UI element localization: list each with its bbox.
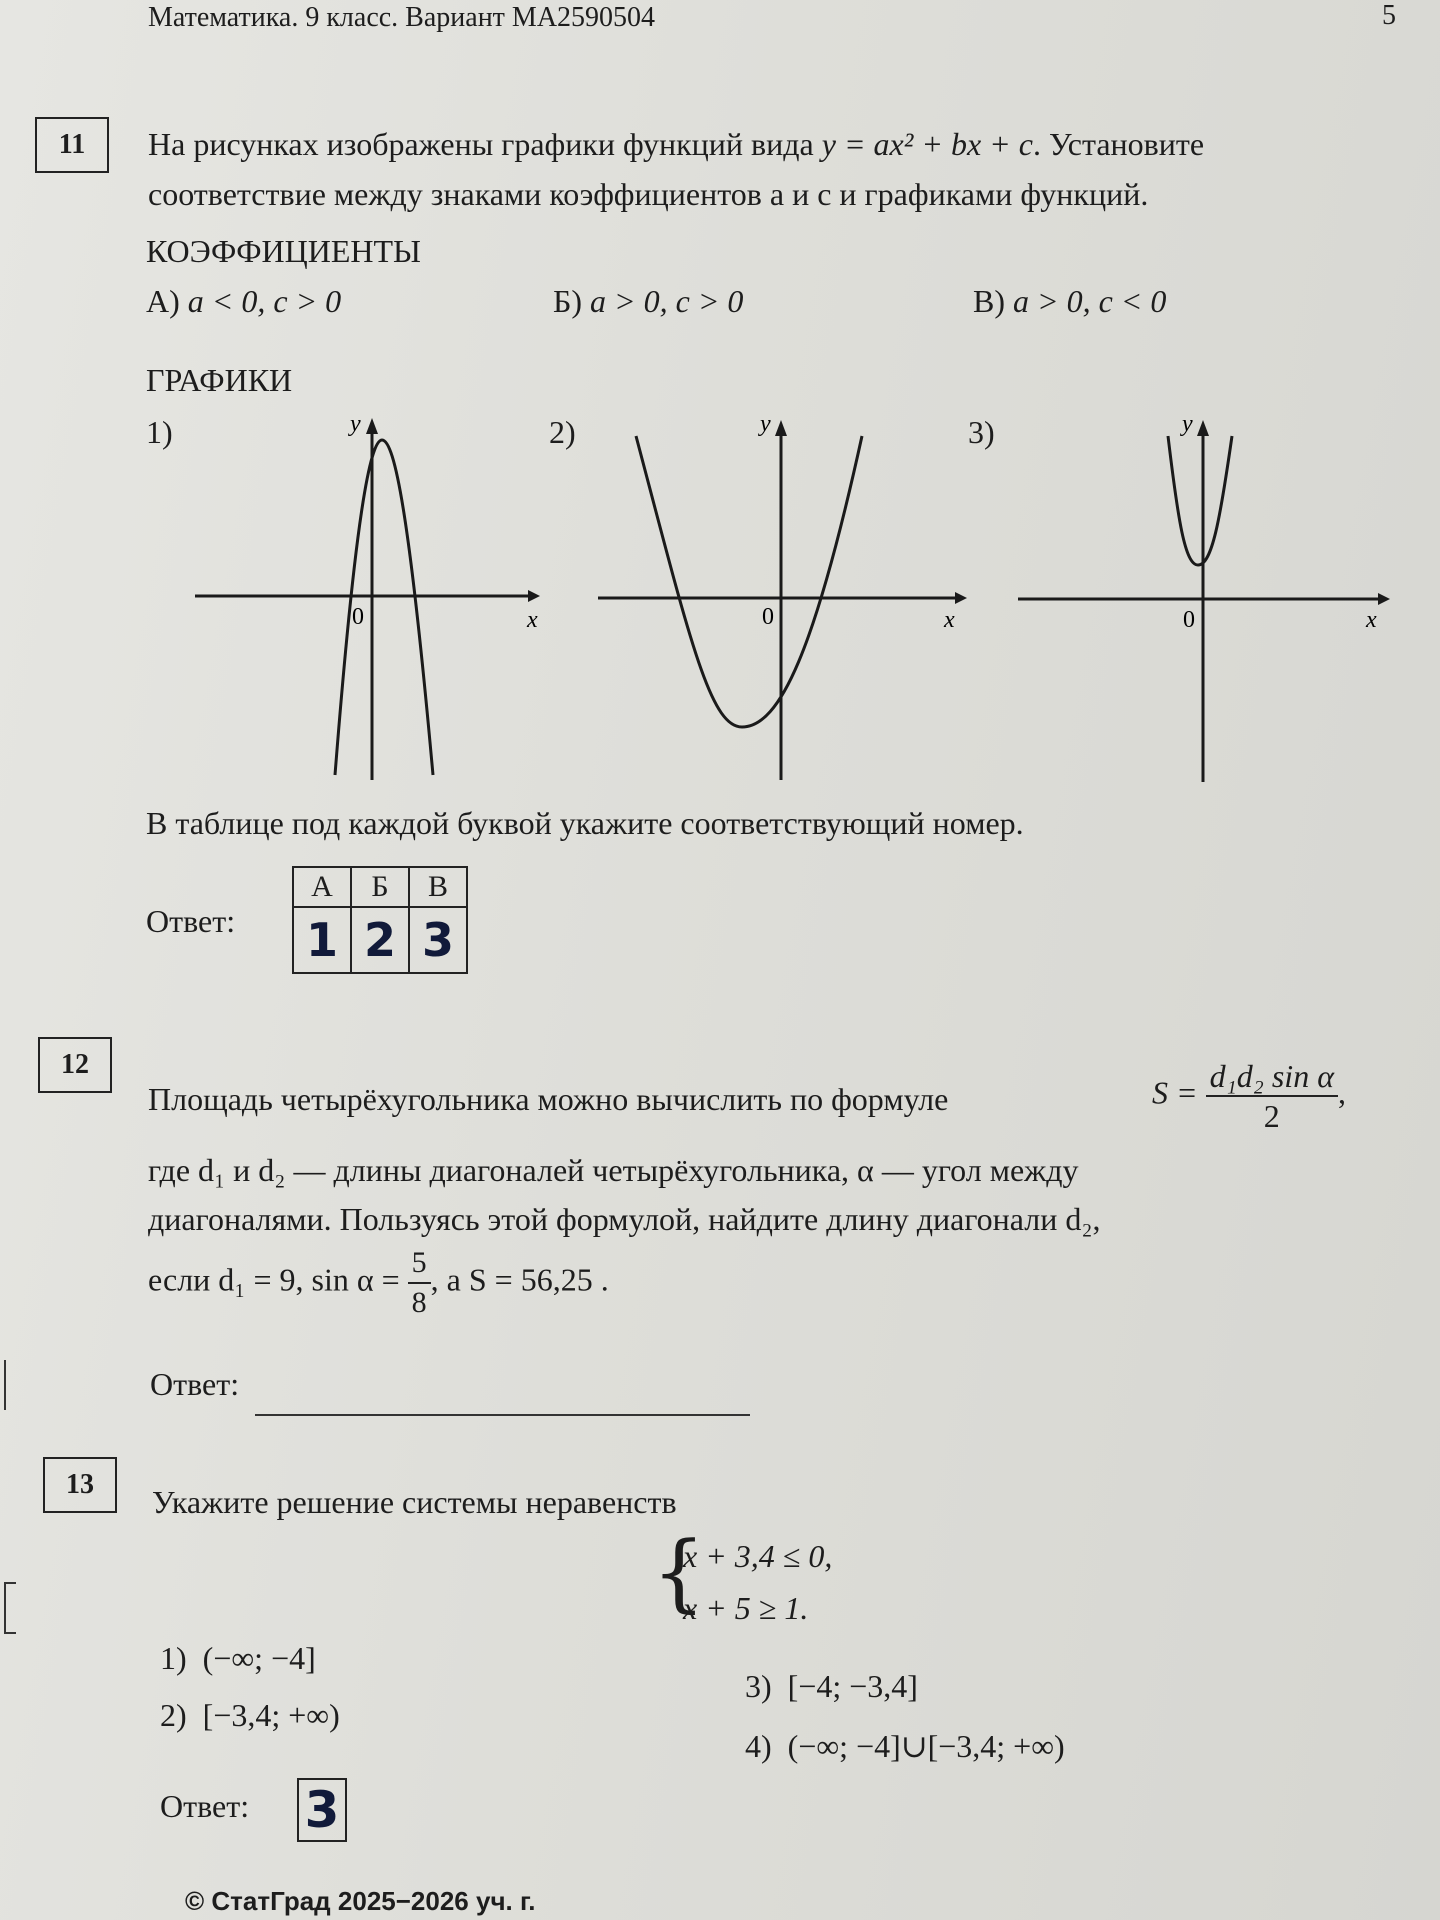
graph-3-y-label: y (1182, 411, 1193, 437)
graph-label-3: 3) (968, 414, 995, 450)
margin-mark (4, 1360, 6, 1410)
option-value: (−∞; −4] (202, 1640, 316, 1676)
graph-label-2: 2) (549, 414, 576, 450)
graph-label-1: 1) (146, 414, 173, 450)
q13-text: Укажите решение системы неравенств (152, 1484, 677, 1520)
q13-answer-box[interactable]: 3 (297, 1778, 347, 1842)
footer-copyright: © СтатГрад 2025−2026 уч. г. (185, 1886, 536, 1916)
graph-1-parabola (335, 440, 433, 775)
graphs-heading: ГРАФИКИ (146, 362, 293, 398)
option-value: (−∞; −4]∪[−3,4; +∞) (787, 1728, 1065, 1764)
graph-1-y-label: y (350, 411, 361, 437)
answer-cell-a[interactable]: 1 (293, 907, 351, 973)
answer-header-v: В (409, 867, 467, 907)
option-number: 4) (745, 1728, 772, 1764)
answer-header-b: Б (351, 867, 409, 907)
q12-sin-num: 5 (408, 1244, 431, 1284)
q13-system-line2: x + 5 ≥ 1. (683, 1590, 809, 1626)
q13-system-brace: { (652, 1523, 706, 1621)
graph-1-x-arrow (528, 590, 540, 602)
graph-3-parabola (1168, 436, 1232, 565)
q12-formula-num: d₁d₂ sin α (1206, 1057, 1338, 1097)
q11-text-line2: соответствие между знаками коэффициентов a и c и графиками функций. (148, 176, 1149, 212)
coef-letter: В) (973, 283, 1005, 319)
answer-cell-v[interactable]: 3 (409, 907, 467, 973)
coef-letter: А) (146, 283, 180, 319)
q12-formula-fraction (1206, 1057, 1338, 1135)
q11-answer-label: Ответ: (146, 903, 236, 939)
q12-line2: где d₁ и d₂ — длины диагоналей четырёхугольника, α — угол между (148, 1152, 1079, 1188)
question-13-number: 13 (43, 1457, 117, 1513)
graph-3 (1018, 420, 1390, 782)
option-value: [−3,4; +∞) (202, 1697, 340, 1733)
option-number: 1) (160, 1640, 187, 1676)
graph-2-x-arrow (955, 592, 967, 604)
graph-1-y-arrow (366, 418, 378, 434)
q13-option-1 (160, 1640, 316, 1677)
q12-formula-den: 2 (1263, 1098, 1280, 1134)
q12-formula-lhs: S = (1152, 1074, 1198, 1111)
q13-option-4 (745, 1727, 1065, 1765)
option-value: [−4; −3,4] (787, 1668, 918, 1704)
graph-1-x-label: x (527, 607, 538, 633)
coef-heading: КОЭФФИЦИЕНТЫ (146, 233, 421, 269)
graph-2 (598, 420, 967, 780)
option-number: 2) (160, 1697, 187, 1733)
q13-system-line1: x + 3,4 ≤ 0, (683, 1538, 833, 1574)
q12-answer-field[interactable] (255, 1412, 750, 1416)
q12-formula: S = $\frac{\text{d₁d₂ sin α}}{2}$ , (1152, 1058, 1346, 1134)
q12-sin-den: 8 (411, 1286, 427, 1319)
question-12-number: 12 (38, 1037, 112, 1093)
coef-letter: Б) (553, 283, 583, 319)
q11-formula: y = ax² + bx + c (821, 126, 1033, 162)
page-header: Математика. 9 класс. Вариант МА2590504 (148, 2, 656, 33)
q12-sin-fraction (408, 1244, 431, 1322)
q13-option-3 (745, 1668, 918, 1705)
q12-line1: Площадь четырёхугольника можно вычислить по формуле (148, 1081, 949, 1117)
graph-1-origin: 0 (352, 604, 364, 630)
q11-text-a: На рисунках изображены графики функций вида (148, 126, 814, 162)
q12-line3: диагоналями. Пользуясь этой формулой, найдите длину диагонали d₂, (148, 1201, 1101, 1237)
q12-answer-label: Ответ: (150, 1366, 240, 1402)
graph-2-origin: 0 (762, 604, 774, 630)
graph-2-y-label: y (760, 411, 771, 437)
page-number: 5 (1382, 0, 1396, 31)
answer-header-a: А (293, 867, 351, 907)
coef-value: a < 0, c > 0 (187, 283, 342, 319)
q11-answer-table (292, 866, 468, 974)
graph-1 (195, 418, 540, 780)
q11-instruction: В таблице под каждой буквой укажите соответствующий номер. (146, 805, 1024, 841)
question-11-number: 11 (35, 117, 109, 173)
graph-3-x-label: x (1366, 607, 1377, 633)
option-number: 3) (745, 1668, 772, 1704)
margin-bracket (4, 1582, 16, 1634)
coef-value: a > 0, c > 0 (590, 283, 744, 319)
q13-option-2 (160, 1697, 340, 1734)
q11-text-b: . Установите (1032, 126, 1205, 162)
q12-line4-a: если d₁ = 9, sin α = (148, 1261, 400, 1298)
graph-3-origin: 0 (1183, 607, 1195, 633)
graph-3-y-arrow (1197, 420, 1209, 436)
graph-2-y-arrow (775, 420, 787, 436)
coef-value: a > 0, c < 0 (1013, 283, 1167, 319)
graph-2-parabola (636, 436, 862, 727)
graph-3-x-arrow (1378, 593, 1390, 605)
q12-line4 (148, 1244, 609, 1322)
q13-answer-label: Ответ: (160, 1788, 250, 1824)
graph-2-x-label: x (944, 607, 955, 633)
answer-cell-b[interactable]: 2 (351, 907, 409, 973)
q12-line4-b: , а S = 56,25 . (430, 1261, 609, 1298)
